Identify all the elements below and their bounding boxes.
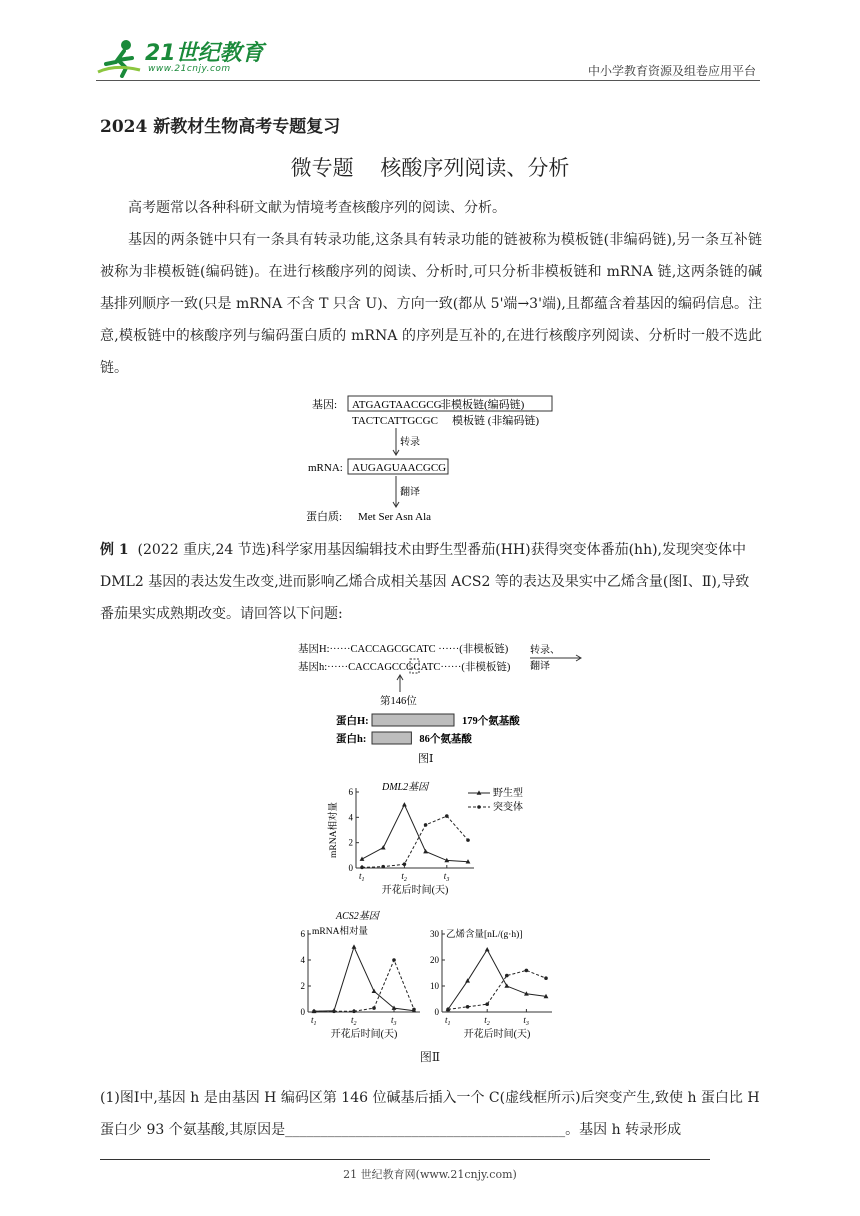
gene-strand-paragraph: 基因的两条链中只有一条具有转录功能,这条具有转录功能的链被称为模板链(非编码链),另一条互补链被称为非模板链(编码链)。在进行核酸序列的阅读、分析时,可只分析非模板链和 mRNA 链,这两条链的碱基排列顺序一致(只是 mRNA 不含 T 只含 U)、方向一致(都从 5'端→3'端),且都蕴含着基因的编码信息。注意,模板链中的核酸序列与编码蛋白质的 mRNA 的序列是互补的,在进行核酸序列阅读、分析时一般不选此链。 (100, 232, 762, 376)
example-label: 例 1 (100, 542, 129, 558)
geneh-insert: C (398, 662, 406, 673)
position-label: 第146位 (380, 696, 417, 707)
chart-title: 乙烯含量[nL/(g·h)] (446, 930, 523, 940)
data-point (372, 989, 377, 993)
x-axis-label: 开花后时间(天) (381, 885, 449, 896)
footer-text: 21 世纪教育网(www.21cnjy.com) (343, 1168, 517, 1181)
proteinH-label: 蛋白H: (336, 716, 369, 727)
figure-gene-transcription (300, 392, 570, 526)
proteinH-length: 179个氨基酸 (462, 716, 520, 727)
y-tick-label: 0 (434, 1007, 439, 1017)
x-tick-label: $t_2$ (401, 871, 407, 883)
series-line-2 (448, 970, 546, 1009)
data-point (485, 947, 490, 951)
x-tick-label: $t_3$ (391, 1015, 397, 1027)
x-tick-label: $t_1$ (445, 1015, 451, 1027)
coding-sequence: ATGAGTAACGCG (352, 399, 442, 411)
x-tick-label: $t_2$ (351, 1015, 357, 1027)
data-point (505, 974, 509, 978)
question-text-1: (1)图Ⅰ中,基因 h 是由基因 H 编码区第 146 位碱基后插入一个 C(虚线框所示)后突变产生,致使 h 蛋白比 H 蛋白少 93 个氨基酸,其原因是 (100, 1090, 760, 1138)
y-tick-label: 6 (348, 787, 353, 797)
question-1 (100, 1082, 762, 1146)
data-point (381, 845, 386, 849)
geneh-prefix: 基因h:······CACCAGC (298, 662, 399, 673)
logo-text: 21世纪教育 (145, 41, 264, 66)
document-title: 2024 新教材生物高考专题复习 (100, 117, 341, 137)
geneH-sequence: 基因H:······CACCAGCGCATC ······(非模板链) (298, 644, 509, 655)
figure-II-caption: 图Ⅱ (419, 1050, 441, 1064)
data-point (403, 862, 407, 866)
figure-I (296, 640, 586, 766)
question-text-2: 。基因 h 转录形成 (565, 1122, 682, 1138)
logo-url: www.21cnjy.com (148, 64, 231, 74)
y-tick-label: 2 (300, 981, 305, 991)
data-point (446, 1008, 450, 1012)
data-point (412, 1008, 416, 1012)
data-point (402, 802, 407, 806)
series-line-2 (314, 960, 414, 1011)
proteinh-label: 蛋白h: (336, 734, 367, 745)
answer-blank[interactable]: ________________________________________ (285, 1122, 566, 1138)
data-point (424, 823, 428, 827)
y-tick-label: 0 (300, 1007, 305, 1017)
proteinH-bar (372, 714, 454, 726)
header-divider (96, 80, 760, 81)
x-tick-label: $t_1$ (359, 871, 365, 883)
example-text: 科学家用基因编辑技术由野生型番茄(HH)获得突变体番茄(hh),发现突变体中 DML2 基因的表达发生改变,进而影响乙烯合成相关基因 ACS2 等的表达及果实中乙烯含量(图Ⅰ、Ⅱ),导致番茄果实成熟期改变。请回答以下问题: (100, 542, 750, 622)
data-point (332, 1010, 336, 1014)
y-tick-label: 4 (348, 812, 353, 823)
x-tick-label: $t_3$ (443, 871, 450, 883)
proteinh-length: 86个氨基酸 (419, 734, 472, 745)
y-tick-label: 4 (300, 955, 305, 965)
legend-marker-mutant (477, 805, 481, 809)
example-source: (2022 重庆,24 节选) (137, 542, 272, 558)
series-line-2 (362, 816, 468, 867)
topic-title: 微专题 核酸序列阅读、分析 (290, 156, 570, 180)
data-point (423, 849, 428, 853)
chart-title: DML2基因 (382, 782, 429, 793)
chart-ethylene (426, 906, 556, 1046)
y-axis-label: mRNA相对量 (312, 927, 368, 937)
x-tick-label: $t_1$ (311, 1015, 317, 1027)
template-note: 模板链 (非编码链) (452, 415, 540, 427)
data-point (352, 944, 357, 948)
y-tick-label: 20 (430, 955, 439, 965)
logo-runner-icon (96, 38, 148, 78)
legend-wild-label: 野生型 (493, 788, 523, 799)
svg-text:基因h:······CACCAGCCGCATC······( (298, 660, 511, 673)
coding-note: 非模板链(编码链) (440, 399, 525, 411)
x-axis-label: 开花后时间(天) (330, 1029, 398, 1040)
series-line-1 (314, 947, 414, 1011)
chart-title: ACS2基因 (336, 911, 379, 922)
data-point (525, 969, 529, 973)
data-point (504, 983, 509, 987)
header-platform-text: 中小学教育资源及组卷应用平台 (587, 64, 756, 78)
data-point (372, 1006, 376, 1010)
arrow-label-transcribe: 转录、 (530, 645, 560, 656)
series-line-1 (448, 950, 546, 1010)
example-1 (100, 534, 762, 630)
data-point (360, 866, 364, 870)
y-tick-label: 30 (430, 929, 439, 939)
geneh-suffix: GCATC······(非模板链) (405, 662, 511, 673)
y-axis-label: mRNA相对量 (329, 802, 339, 858)
transcribe-label: 转录 (400, 437, 420, 448)
intro-paragraph: 高考题常以各种科研文献为情境考查核酸序列的阅读、分析。 (128, 200, 506, 216)
mrna-label: mRNA: (308, 462, 343, 474)
arrow-label-translate: 翻译 (530, 661, 550, 672)
data-point (352, 1010, 356, 1014)
data-point (312, 1010, 316, 1014)
fig1-gene-label: 基因: (312, 399, 338, 411)
mrna-sequence: AUGAGUAACGCG (352, 462, 447, 474)
x-axis-label: 开花后时间(天) (463, 1029, 531, 1040)
translate-label: 翻译 (400, 487, 420, 498)
chart-dml2 (296, 774, 576, 904)
footer-divider (100, 1159, 710, 1160)
figure-I-caption: 图Ⅰ (418, 753, 434, 765)
chart-acs2 (296, 906, 426, 1046)
data-point (466, 838, 470, 842)
y-tick-label: 6 (300, 929, 305, 939)
x-tick-label: $t_2$ (484, 1015, 490, 1027)
data-point (445, 814, 449, 818)
data-point (485, 1002, 489, 1006)
series-line-1 (362, 805, 468, 862)
data-point (381, 865, 385, 869)
legend-mutant-label: 突变体 (493, 802, 523, 813)
data-point (392, 958, 396, 962)
protein-sequence: Met Ser Asn Ala (358, 511, 432, 523)
y-tick-label: 0 (348, 863, 353, 873)
template-sequence: TACTCATTGCGC (352, 415, 438, 427)
data-point (544, 976, 548, 980)
y-tick-label: 10 (430, 981, 439, 991)
y-tick-label: 2 (348, 837, 353, 848)
data-point (466, 1005, 470, 1009)
x-tick-label: $t_3$ (523, 1015, 529, 1027)
protein-label: 蛋白质: (306, 511, 343, 523)
proteinh-bar (372, 732, 411, 744)
